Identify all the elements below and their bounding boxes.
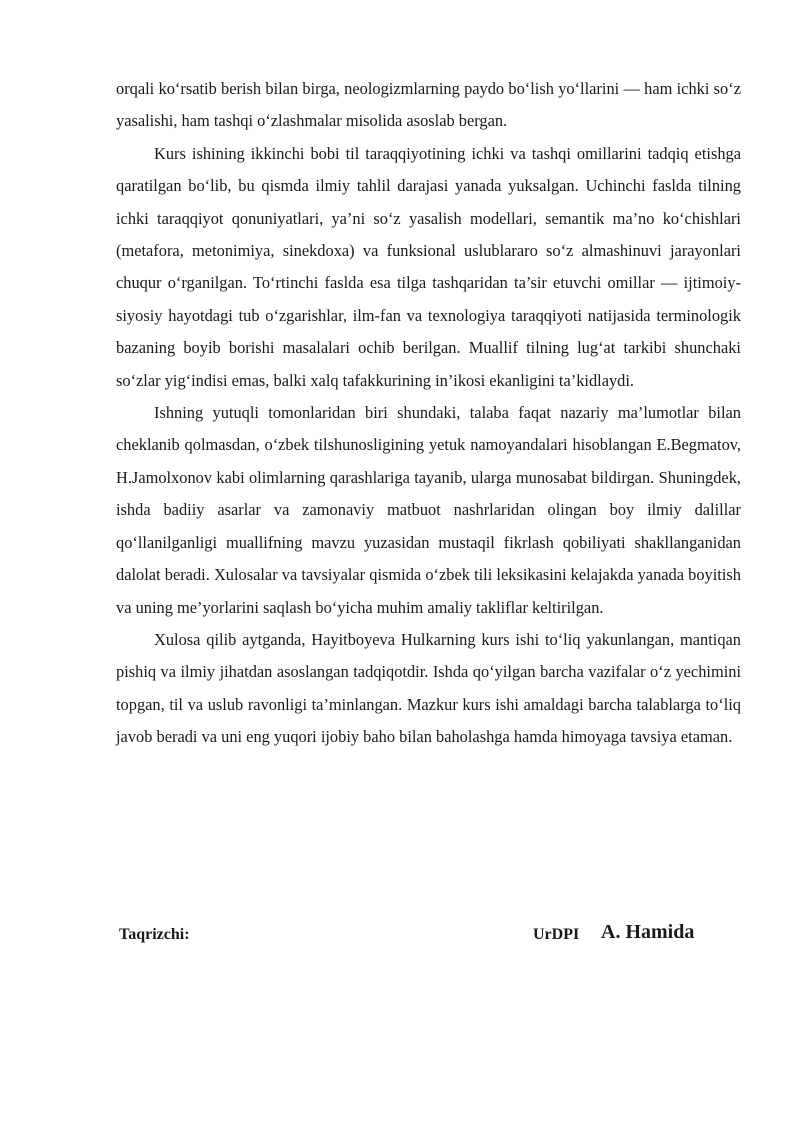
reviewer-role-label: Taqrizchi: xyxy=(119,926,190,943)
review-body xyxy=(116,73,741,754)
paragraph-conclusion: Xulosa qilib aytganda, Hayitboyeva Hulkarning kurs ishi to‘liq yakunlangan, mantiqan pishiq va ilmiy jihatdan asoslangan tadqiqotdir. Ishda qo‘yilgan barcha vazifalar o‘z yechimini topgan, til va uslub ravonligi ta’minlangan. Mazkur kurs ishi amaldagi barcha talablarga to‘liq javob beradi va uni eng yuqori ijobiy baho bilan baholashga hamda himoyaga tavsiya etaman. xyxy=(116,629,741,747)
paragraph-continuation: orqali ko‘rsatib berish bilan birga, neologizmlarning paydo bo‘lish yo‘llarini — ham ichki so‘z yasalishi, ham tashqi o‘zlashmalar misolida asoslab bergan. xyxy=(116,79,741,131)
paragraph-second-chapter: Kurs ishining ikkinchi bobi til taraqqiyotining ichki va tashqi omillarini tadqiq etishga qaratilgan bo‘lib, bu qismda ilmiy tahlil darajasi yanada yuksalgan. Uchinchi faslda tilning ichki taraqqiyot qonuniyatlari, ya’ni so‘z yasalish modellari, semantik ma’no ko‘chishlari (metafora, metonimiya, sinekdoxa) va funksional uslublararo so‘z almashinuvi jarayonlari chuqur o‘rganilgan. To‘rtinchi faslda esa tilga tashqaridan ta’sir etuvchi omillar — ijtimoiy-siyosiy hayotdagi tub o‘zgarishlar, ilm-fan va texnologiya taraqqiyoti natijasida terminologik bazaning boyib borishi masalalari ochib berilgan. Muallif tilning lug‘at tarkibi shunchaki so‘zlar yig‘indisi emas, balki xalq tafakkurining in’ikosi ekanligini ta’kidlaydi. xyxy=(116,143,741,390)
paragraph-strengths: Ishning yutuqli tomonlaridan biri shundaki, talaba faqat nazariy ma’lumotlar bilan cheklanib qolmasdan, o‘zbek tilshunosligining yetuk namoyandalari hisoblangan E.Begmatov, H.Jamolxonov kabi olimlarning qarashlariga tayanib, ularga munosabat bildirgan. Shuningdek, ishda badiiy asarlar va zamonaviy matbuot nashrlaridan olingan boy ilmiy dalillar qo‘llanilganligi muallifning mavzu yuzasidan mustaqil fikrlash qobiliyati shakllanganidan dalolat beradi. Xulosalar va tavsiyalar qismida o‘zbek tili leksikasini kelajakda yanada boyitish va uning me’yorlarini saqlash bo‘yicha muhim amaliy takliflar keltirilgan. xyxy=(116,403,741,617)
reviewer-organization: UrDPI xyxy=(533,926,580,943)
reviewer-name: A. Hamida xyxy=(601,921,695,943)
signature-line xyxy=(0,918,800,952)
